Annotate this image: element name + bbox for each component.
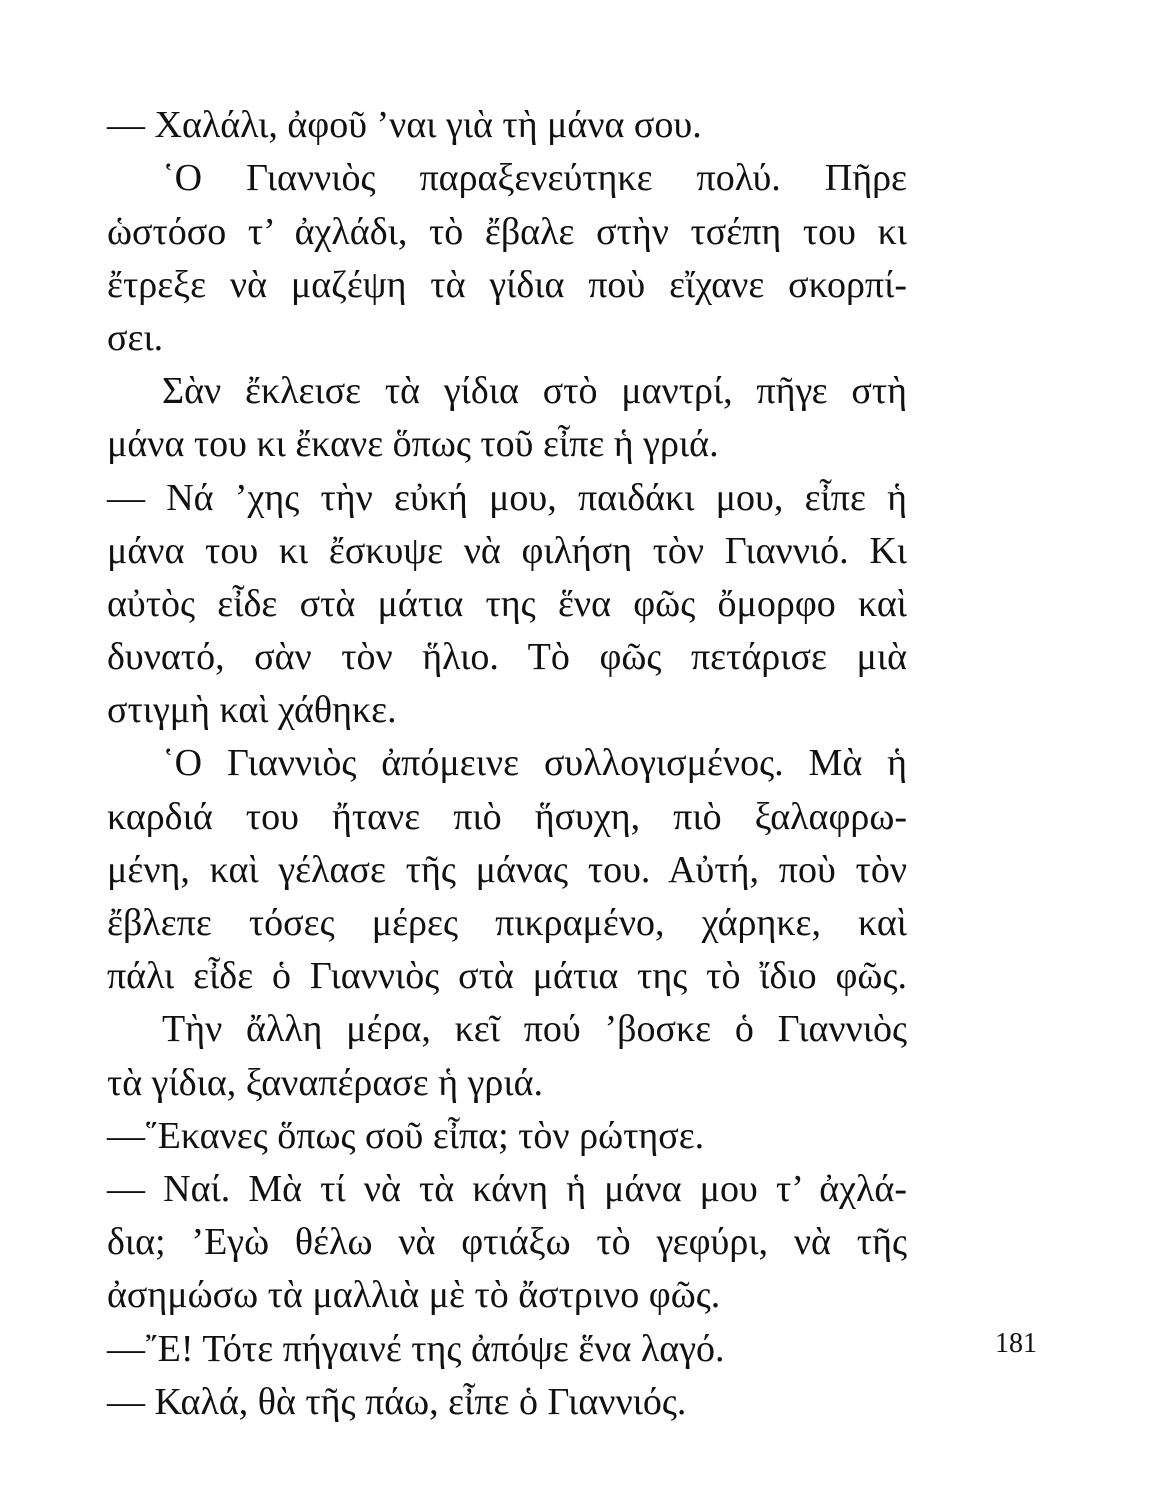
text-line: τὰ γίδια, ξαναπέρασε ἡ γριά. [107,1061,543,1104]
text-line: μάνα του κι ἔκανε ὅπως τοῦ εἶπε ἡ γριά. [107,423,719,466]
text-line: μάνα του κι ἔσκυψε νὰ φιλήση τὸν Γιαννιό. Κι [107,529,907,572]
text-line: ἔτρεξε νὰ μαζέψη τὰ γίδια ποὺ εἴχανε σκορπί- [107,263,907,306]
text-line: — Νά ’χης τὴν εὐκή μου, παιδάκι μου, εἶπε ἡ [107,476,907,519]
text-line: αὐτὸς εἶδε στὰ μάτια της ἕνα φῶς ὄμορφο καὶ [107,582,907,625]
text-line: δια; ’Εγὼ θέλω νὰ φτιάξω τὸ γεφύρι, νὰ τῆς [107,1221,907,1264]
text-line: μένη, καὶ γέλασε τῆς μάνας του. Αὐτή, ποὺ τὸν [107,848,907,891]
text-line: πάλι εἶδε ὁ Γιαννιὸς στὰ μάτια της τὸ ἴδιο φῶς. [107,955,907,998]
text-line: καρδιά του ἤτανε πιὸ ἥσυχη, πιὸ ξαλαφρω- [107,795,907,838]
text-line: ἀσημώσω τὰ μαλλιὰ μὲ τὸ ἄστρινο φῶς. [107,1274,721,1317]
text-line: στιγμὴ καὶ χάθηκε. [107,689,397,732]
text-line: δυνατό, σὰν τὸν ἥλιο. Τὸ φῶς πετάρισε μιὰ [107,636,907,679]
text-line: — Ναί. Μὰ τί νὰ τὰ κάνη ἡ μάνα μου τ’ ἀχλά- [107,1167,907,1210]
text-line: ῾Ο Γιαννιὸς ἀπόμεινε συλλογισμένος. Μὰ ἡ [162,742,907,785]
text-line: ἔβλεπε τόσες μέρες πικραμένο, χάρηκε, καὶ [107,902,907,944]
body-text [107,100,907,1430]
text-line: σει. [107,316,164,359]
text-line: Τὴν ἄλλη μέρα, κεῖ πού ’βοσκε ὁ Γιαννιὸς [162,1008,907,1051]
text-line: Σὰν ἔκλεισε τὰ γίδια στὸ μαντρί, πῆγε στὴ [162,370,907,413]
page-number: 181 [995,1328,1037,1359]
text-line: ῾Ο Γιαννιὸς παραξενεύτηκε πολύ. Πῆρε [162,157,907,200]
text-line: ὡστόσο τ’ ἀχλάδι, τὸ ἔβαλε στὴν τσέπη του κι [107,210,907,253]
text-line: — Χαλάλι, ἀφοῦ ’ναι γιὰ τὴ μάνα σου. [107,104,702,147]
text-line: — Καλά, θὰ τῆς πάω, εἶπε ὁ Γιαννιός. [107,1380,687,1423]
text-line: —῎Ε! Τότε πήγαινέ της ἀπόψε ἕνα λαγό. [107,1327,725,1370]
text-line: —῞Εκανες ὅπως σοῦ εἶπα; τὸν ρώτησε. [107,1114,705,1157]
